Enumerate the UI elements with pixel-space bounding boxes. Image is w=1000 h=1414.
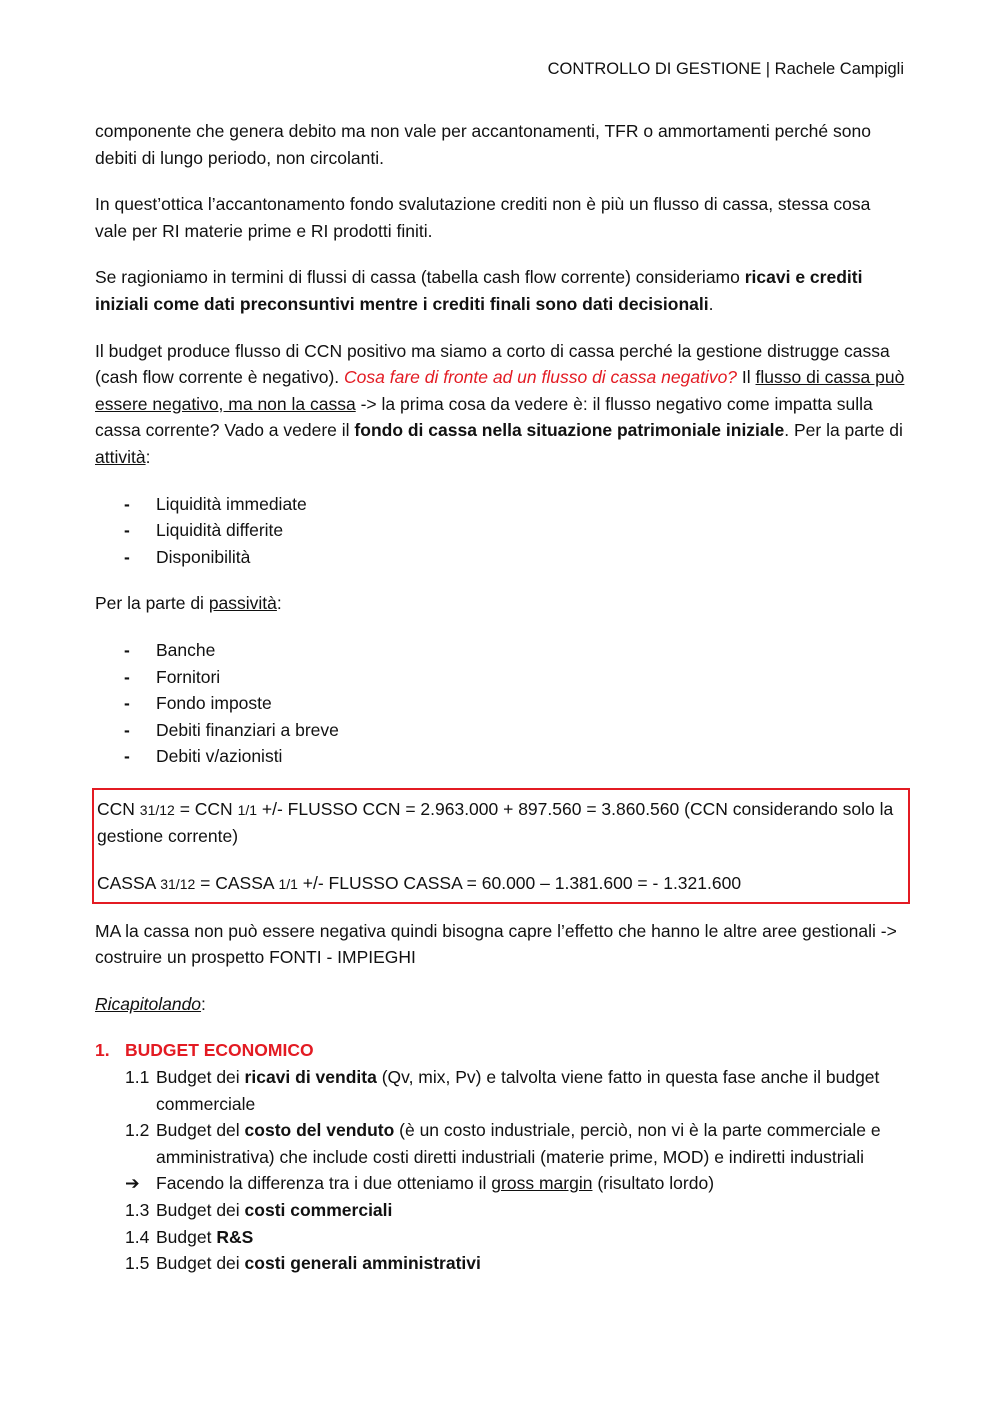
- text-span: .: [708, 293, 714, 314]
- list-item: [95, 1197, 907, 1224]
- page-header: CONTROLLO DI GESTIONE | Rachele Campigli: [547, 60, 904, 78]
- text-span: = CCN: [174, 798, 238, 819]
- list-item: - Fondo imposte: [95, 690, 907, 717]
- text-span: Budget: [156, 1226, 217, 1247]
- red-question: Cosa fare di fronte ad un flusso di cassa negativo?: [344, 367, 738, 388]
- text-span: :: [201, 993, 206, 1014]
- bold-text: costo del venduto: [244, 1120, 395, 1141]
- list-item: [95, 1170, 907, 1197]
- text-span: Budget dei: [156, 1067, 245, 1088]
- text-span: :: [276, 593, 282, 614]
- text-span: +/- FLUSSO CASSA = 60.000 – 1.381.600 = - 1.321.600: [297, 873, 742, 894]
- text-span: CCN: [97, 798, 140, 819]
- section-title: [95, 1037, 907, 1064]
- list-item: - Debiti v/azionisti: [95, 743, 907, 770]
- underlined-text: passività: [208, 593, 277, 614]
- bold-text: fondo di cassa nella situazione patrimoniale iniziale: [354, 420, 785, 441]
- paragraph-6: MA la cassa non può essere negativa quindi bisogna capre l’effetto che hanno le altre aree gestionali -> costruire un prospetto FONTI - IMPIEGHI: [95, 920, 897, 968]
- underlined-text: flusso di cassa può essere negativo, ma non la cassa: [95, 367, 905, 414]
- arrow-icon: ➔: [125, 1173, 140, 1194]
- text-span: = CASSA: [195, 873, 279, 894]
- text-span: Budget dei: [156, 1200, 245, 1220]
- formula-cassa: [97, 870, 904, 898]
- paragraph-4: [95, 338, 907, 471]
- text-span: Facendo la differenza tra i due otteniamo il: [156, 1173, 492, 1194]
- bold-text: ricavi e crediti iniziali come dati preconsuntivi mentre i crediti finali sono dati decisionali: [95, 267, 863, 314]
- section-number: 1.: [95, 1040, 110, 1061]
- date-subscript: 31/12: [160, 876, 196, 893]
- text-span: . Per la parte di: [784, 420, 903, 441]
- formula-ccn: [97, 796, 904, 850]
- text-span: (Qv, mix, Pv) e talvolta viene fatto in questa fase anche il budget commerciale: [156, 1067, 880, 1114]
- underlined-italic-text: Ricapitolando: [95, 993, 202, 1014]
- text-span: Per la parte di: [95, 593, 209, 614]
- text-span: CASSA: [97, 873, 161, 894]
- item-number: 1.5: [125, 1253, 150, 1274]
- date-subscript: 1/1: [237, 801, 258, 818]
- list-item: [95, 1064, 907, 1117]
- list-item: - Fornitori: [95, 664, 907, 691]
- bold-text: costi commerciali: [244, 1200, 393, 1220]
- text-span: Budget del: [156, 1120, 245, 1141]
- list-item: [95, 1250, 907, 1277]
- item-number: 1.1: [125, 1067, 150, 1088]
- underlined-text: attività: [95, 446, 146, 467]
- list-item: - Liquidità differite: [95, 517, 907, 544]
- paragraph-1: componente che genera debito ma non vale per accantonamenti, TFR o ammortamenti perché sono debiti di lungo periodo, non circolanti.: [95, 121, 871, 168]
- text-span: Se ragioniamo in termini di flussi di cassa (tabella cash flow corrente) consideriamo: [95, 267, 745, 288]
- item-number: 1.2: [125, 1120, 150, 1141]
- document-body: [95, 118, 907, 1277]
- list-item: - Debiti finanziari a breve: [95, 717, 907, 744]
- paragraph-7: [95, 991, 907, 1018]
- bold-text: R&S: [216, 1226, 254, 1247]
- section-title-text: BUDGET ECONOMICO: [125, 1040, 314, 1061]
- item-number: 1.4: [125, 1226, 150, 1247]
- paragraph-2: In quest’ottica l’accantonamento fondo svalutazione crediti non è più un flusso di cassa, stessa cosa vale per RI materie prime e RI prodotti finiti.: [95, 194, 871, 241]
- text-span: (è un costo industriale, perciò, non vi è la parte commerciale e amministrativa) che include costi diretti industriali (materie prime, MOD) e indiretti industriali: [156, 1120, 881, 1167]
- list-item: - Banche: [95, 637, 907, 664]
- text-span: -> la prima cosa da vedere è: il flusso negativo come impatta sulla cassa corrente? Vado a vedere il: [95, 393, 873, 441]
- formula-box: [92, 788, 910, 904]
- text-span: :: [145, 446, 151, 467]
- item-number: 1.3: [125, 1200, 150, 1220]
- text-span: (risultato lordo): [592, 1173, 715, 1194]
- budget-list: [95, 1064, 907, 1277]
- list-item: [95, 1224, 907, 1251]
- text-span: Il: [737, 367, 756, 388]
- underlined-text: gross margin: [491, 1173, 593, 1194]
- text-span: Budget dei: [156, 1253, 245, 1274]
- text-span: Il budget produce flusso di CCN positivo ma siamo a corto di cassa perché la gestione distrugge cassa (cash flow corrente è negativo).: [95, 340, 890, 388]
- date-subscript: 31/12: [139, 801, 175, 818]
- list-item: - Liquidità immediate: [95, 491, 907, 518]
- passivita-list: [95, 637, 907, 770]
- list-item: [95, 1117, 907, 1170]
- bold-text: ricavi di vendita: [244, 1067, 377, 1088]
- attivita-list: [95, 491, 907, 571]
- bold-text: costi generali amministrativi: [244, 1253, 481, 1274]
- paragraph-5: [95, 590, 907, 617]
- text-span: +/- FLUSSO CCN = 2.963.000 + 897.560 = 3.860.560 (CCN considerando solo la gestione corrente): [97, 798, 894, 847]
- date-subscript: 1/1: [278, 876, 298, 893]
- list-item: - Disponibilità: [95, 544, 907, 571]
- paragraph-3: [95, 264, 907, 317]
